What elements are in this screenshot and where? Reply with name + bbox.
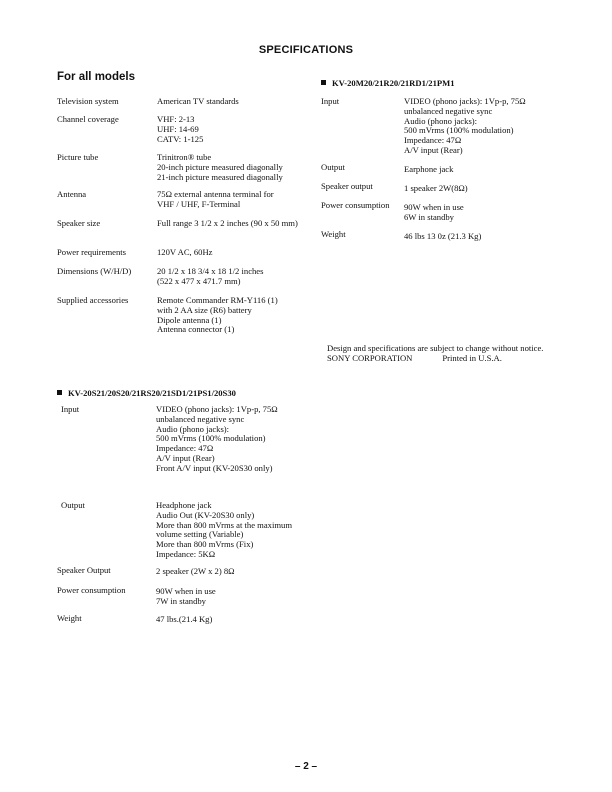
page-number: – 2 – xyxy=(294,761,318,772)
spec-value-dimensions: 20 1/2 x 18 3/4 x 18 1/2 inches (522 x 477 x 471.7 mm) xyxy=(157,266,264,286)
spec-value-antenna: 75Ω external antenna terminal for VHF / UHF, F-Terminal xyxy=(157,189,274,209)
spec-label-speaker-size: Speaker size xyxy=(57,218,101,228)
model-b-value-speaker-output: 2 speaker (2W x 2) 8Ω xyxy=(156,566,235,576)
spec-value-television-system: American TV standards xyxy=(157,96,239,106)
model-a-label-speaker-output: Speaker output xyxy=(321,181,373,191)
model-a-label-weight: Weight xyxy=(321,229,346,239)
spec-value-supplied-accessories: Remote Commander RM-Y116 (1) with 2 AA size (R6) battery Dipole antenna (1) Antenna connector (1) xyxy=(157,295,278,335)
model-a-value-weight: 46 lbs 13 0z (21.3 Kg) xyxy=(404,231,482,241)
spec-label-picture-tube: Picture tube xyxy=(57,152,99,162)
bullet-square-icon xyxy=(57,390,62,395)
spec-value-power-requirements: 120V AC, 60Hz xyxy=(157,247,213,257)
spec-label-channel-coverage: Channel coverage xyxy=(57,114,119,124)
spec-value-speaker-size: Full range 3 1/2 x 2 inches (90 x 50 mm) xyxy=(157,218,298,228)
spec-label-dimensions: Dimensions (W/H/D) xyxy=(57,266,132,276)
spec-label-television-system: Television system xyxy=(57,96,119,106)
model-b-value-weight: 47 lbs.(21.4 Kg) xyxy=(156,614,213,624)
page-title: SPECIFICATIONS xyxy=(258,44,354,56)
spec-value-picture-tube: Trinitron® tube 20-inch picture measured diagonally 21-inch picture measured diagonally xyxy=(157,152,283,182)
model-a-value-speaker-output: 1 speaker 2W(8Ω) xyxy=(404,183,468,193)
model-b-label-input: Input xyxy=(61,404,80,414)
model-a-label-output: Output xyxy=(321,162,345,172)
model-a-value-input: VIDEO (phono jacks): 1Vp-p, 75Ω unbalanced negative sync Audio (phono jacks): 500 mVrms (100% modulation) Impedance: 47Ω A/V input (Rear) xyxy=(404,96,526,155)
disclaimer-notes xyxy=(327,344,543,364)
bullet-square-icon xyxy=(321,80,326,85)
model-a-value-power-consumption: 90W when in use 6W in standby xyxy=(404,202,464,222)
model-b-label-power-consumption: Power consumption xyxy=(57,585,126,595)
company-name: SONY CORPORATION xyxy=(327,352,413,363)
model-b-label-speaker-output: Speaker Output xyxy=(57,565,111,575)
all-models-heading: For all models xyxy=(57,71,135,83)
model-b-label-weight: Weight xyxy=(57,613,82,623)
spec-label-power-requirements: Power requirements xyxy=(57,247,126,257)
model-b-heading: KV-20S21/20S20/21RS20/21SD1/21PS1/20S30 xyxy=(57,389,236,399)
model-a-heading: KV-20M20/21R20/21RD1/21PM1 xyxy=(321,79,455,89)
model-a-value-output: Earphone jack xyxy=(404,164,454,174)
disclaimer-text: Design and specifications are subject to change without notice. xyxy=(327,343,544,353)
model-b-label-output: Output xyxy=(61,500,85,510)
model-a-label-input: Input xyxy=(321,96,340,106)
model-b-value-input: VIDEO (phono jacks): 1Vp-p, 75Ω unbalanced negative sync Audio (phono jacks): 500 mVrms (100% modulation) Impedance: 47Ω A/V input (Rear) Front A/V input (KV-20S30 only) xyxy=(156,404,278,473)
spec-label-supplied-accessories: Supplied accessories xyxy=(57,295,129,305)
spec-value-channel-coverage: VHF: 2-13 UHF: 14-69 CATV: 1-125 xyxy=(157,114,204,144)
model-b-value-power-consumption: 90W when in use 7W in standby xyxy=(156,586,216,606)
printed-in: Printed in U.S.A. xyxy=(442,352,502,363)
model-a-label-power-consumption: Power consumption xyxy=(321,200,390,210)
spec-label-antenna: Antenna xyxy=(57,189,87,199)
model-b-value-output: Headphone jack Audio Out (KV-20S30 only) More than 800 mVrms at the maximum volume setting (Variable) More than 800 mVrms (Fix) Impedance: 5KΩ xyxy=(156,500,293,559)
